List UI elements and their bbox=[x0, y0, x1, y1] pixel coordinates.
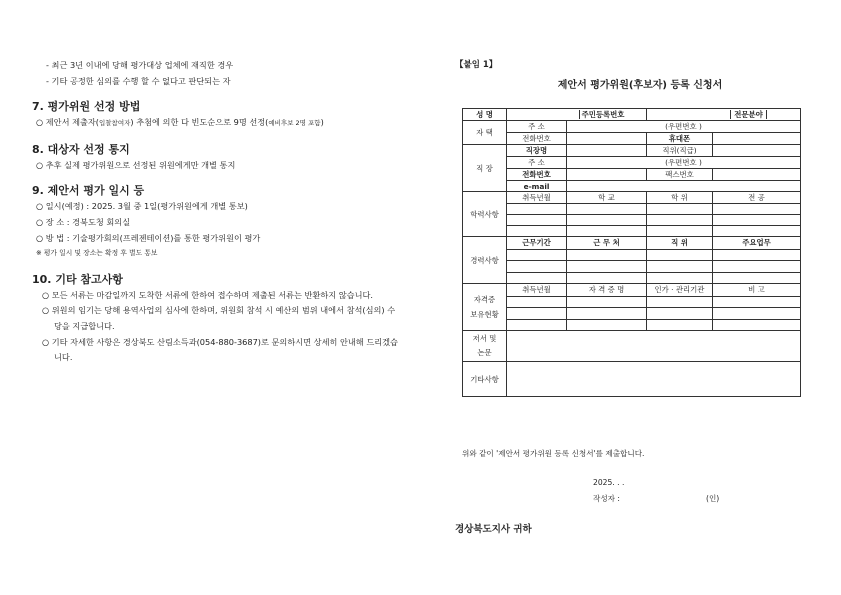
edu-cell[interactable] bbox=[713, 204, 801, 215]
edu-cell[interactable] bbox=[567, 204, 647, 215]
fax-label: 팩스번호 bbox=[647, 169, 713, 181]
career-cell[interactable] bbox=[647, 261, 713, 272]
edu-cell[interactable] bbox=[647, 226, 713, 237]
edu-header-degree: 학 위 bbox=[647, 192, 713, 204]
home-postal[interactable]: (우편번호 ) bbox=[567, 121, 801, 133]
cert-cell[interactable] bbox=[567, 296, 647, 307]
cert-cell[interactable] bbox=[713, 296, 801, 307]
home-phone-value[interactable] bbox=[567, 133, 647, 145]
email-label: e-mail bbox=[507, 181, 567, 192]
fax-value[interactable] bbox=[713, 169, 801, 181]
section-7-text-note1: 입찰참여자 bbox=[99, 119, 131, 128]
section-9-heading: 9. 제안서 평가 일시 등 bbox=[32, 184, 145, 198]
career-cell[interactable] bbox=[567, 261, 647, 272]
work-postal[interactable]: (우편번호 ) bbox=[567, 157, 801, 169]
bullet-recent-employment: - 최근 3년 이내에 당해 평가대상 업체에 재직한 경우 bbox=[46, 60, 234, 70]
career-header-duty: 주요업무 bbox=[713, 237, 801, 250]
career-cell[interactable] bbox=[713, 249, 801, 260]
position-label: 직위(직급) bbox=[647, 145, 713, 157]
cert-header-remarks: 비 고 bbox=[713, 284, 801, 297]
section-9-note: ※ 평가 일시 및 장소는 확정 후 별도 통보 bbox=[36, 249, 158, 258]
edu-header-date: 취득년월 bbox=[507, 192, 567, 204]
section-7-text-main: ○ 제안서 제출자( bbox=[36, 117, 99, 128]
career-cell[interactable] bbox=[713, 272, 801, 284]
section-9-place: ○ 장 소 : 경북도청 회의실 bbox=[36, 216, 131, 227]
edu-cell[interactable] bbox=[647, 215, 713, 226]
submission-statement: 위와 같이 '제안서 평가위원 등록 신청서'를 제출합니다. bbox=[462, 449, 645, 458]
addressee: 경상북도지사 귀하 bbox=[455, 524, 532, 535]
edu-header-school: 학 교 bbox=[567, 192, 647, 204]
cert-cell[interactable] bbox=[713, 308, 801, 319]
work-address-label: 주 소 bbox=[507, 157, 567, 169]
career-cell[interactable] bbox=[507, 249, 567, 260]
home-label: 자 택 bbox=[463, 121, 507, 145]
mobile-value[interactable] bbox=[713, 133, 801, 145]
section-7-text-end: ) bbox=[320, 117, 324, 128]
publications-label: 저서 및 논문 bbox=[463, 331, 507, 362]
cert-header-name: 자 격 증 명 bbox=[567, 284, 647, 297]
career-header-position: 직 위 bbox=[647, 237, 713, 250]
workplace-value[interactable] bbox=[567, 145, 647, 157]
cert-cell[interactable] bbox=[507, 308, 567, 319]
left-column bbox=[32, 58, 402, 366]
section-10-item-contact: ○ 기타 자세한 사항은 경상북도 산림소득과(054-880-3687)로 문의하시면 상세히 안내해 드리겠습니다. bbox=[42, 336, 398, 363]
section-9-method: ○ 방 법 : 기술평가회의(프레젠테이션)를 통한 평가위원이 평가 bbox=[36, 232, 261, 243]
certification-label: 자격증 보유현황 bbox=[463, 284, 507, 331]
section-9-datetime: ○ 일시(예정) : 2025. 3월 중 1일(평가위원에게 개별 통보) bbox=[36, 201, 248, 212]
career-header-workplace: 근 무 처 bbox=[567, 237, 647, 250]
home-phone-label: 전화번호 bbox=[507, 133, 567, 145]
cert-cell[interactable] bbox=[507, 296, 567, 307]
seal-mark: (인) bbox=[706, 494, 720, 503]
career-cell[interactable] bbox=[507, 261, 567, 272]
edu-cell[interactable] bbox=[507, 215, 567, 226]
specialty-cell bbox=[647, 109, 801, 121]
email-value[interactable] bbox=[567, 181, 801, 192]
cert-header-authority: 인가 · 관리기관 bbox=[647, 284, 713, 297]
career-cell[interactable] bbox=[507, 272, 567, 284]
section-10-item-term: ○ 위원의 임기는 당해 용역사업의 심사에 한하며, 위원회 참석 시 예산의 범위 내에서 참석(심의) 수당을 지급합니다. bbox=[42, 305, 396, 331]
home-address-label: 주 소 bbox=[507, 121, 567, 133]
registration-form-table bbox=[462, 108, 801, 397]
publications-value[interactable] bbox=[507, 331, 801, 362]
career-header-period: 근무기간 bbox=[507, 237, 567, 250]
right-column bbox=[455, 58, 805, 91]
work-phone-label: 전화번호 bbox=[507, 169, 567, 181]
edu-cell[interactable] bbox=[507, 204, 567, 215]
cert-cell[interactable] bbox=[567, 319, 647, 331]
cert-cell[interactable] bbox=[567, 308, 647, 319]
workplace-label: 직장명 bbox=[507, 145, 567, 157]
work-label: 직 장 bbox=[463, 145, 507, 192]
section-7-text-mid: ) 추첨에 의한 다 빈도순으로 9명 선정( bbox=[130, 117, 269, 128]
section-8-heading: 8. 대상자 선정 통지 bbox=[32, 142, 130, 156]
career-label: 경력사항 bbox=[463, 237, 507, 284]
edu-cell[interactable] bbox=[507, 226, 567, 237]
section-8-text: ○ 추후 실제 평가위원으로 선정된 위원에게만 개별 통지 bbox=[36, 159, 236, 170]
career-cell[interactable] bbox=[647, 272, 713, 284]
section-7-text-note2: 예비후보 2명 포함 bbox=[268, 119, 321, 128]
mobile-label: 휴대폰 bbox=[647, 133, 713, 145]
form-title: 제안서 평가위원(후보자) 등록 신청서 bbox=[557, 80, 723, 91]
bullet-unfair-review: - 기타 공정한 심의를 수행 할 수 없다고 판단되는 자 bbox=[46, 75, 231, 86]
career-cell[interactable] bbox=[567, 249, 647, 260]
other-value[interactable] bbox=[507, 362, 801, 397]
name-label: 성 명 bbox=[463, 109, 507, 121]
career-cell[interactable] bbox=[567, 272, 647, 284]
edu-header-major: 전 공 bbox=[713, 192, 801, 204]
submission-date: 2025. . . bbox=[593, 478, 625, 487]
name-rrn-cell bbox=[507, 109, 647, 121]
edu-cell[interactable] bbox=[713, 215, 801, 226]
career-cell[interactable] bbox=[647, 249, 713, 260]
career-cell[interactable] bbox=[713, 261, 801, 272]
cert-header-date: 취득년월 bbox=[507, 284, 567, 297]
section-7-text bbox=[32, 115, 402, 132]
cert-cell[interactable] bbox=[507, 319, 567, 331]
cert-cell[interactable] bbox=[647, 319, 713, 331]
cert-cell[interactable] bbox=[713, 319, 801, 331]
cert-cell[interactable] bbox=[647, 308, 713, 319]
education-label: 학력사항 bbox=[463, 192, 507, 237]
section-10-item-documents: ○ 모든 서류는 마감일까지 도착한 서류에 한하여 접수하며 제출된 서류는 반환하지 않습니다. bbox=[42, 289, 374, 300]
attachment-label: 【붙임 1】 bbox=[455, 60, 498, 70]
section-10-heading: 10. 기타 참고사항 bbox=[32, 272, 123, 286]
section-7-heading: 7. 평가위원 선정 방법 bbox=[32, 100, 141, 114]
cert-cell[interactable] bbox=[647, 296, 713, 307]
edu-cell[interactable] bbox=[647, 204, 713, 215]
edu-cell[interactable] bbox=[713, 226, 801, 237]
rrn-label: 주민등록번호 bbox=[579, 110, 627, 119]
position-value[interactable] bbox=[713, 145, 801, 157]
specialty-label: 전문분야 bbox=[730, 110, 767, 119]
edu-cell[interactable] bbox=[567, 226, 647, 237]
work-phone-value[interactable] bbox=[567, 169, 647, 181]
other-label: 기타사항 bbox=[463, 362, 507, 397]
author-label: 작성자 : bbox=[593, 494, 620, 503]
edu-cell[interactable] bbox=[567, 215, 647, 226]
